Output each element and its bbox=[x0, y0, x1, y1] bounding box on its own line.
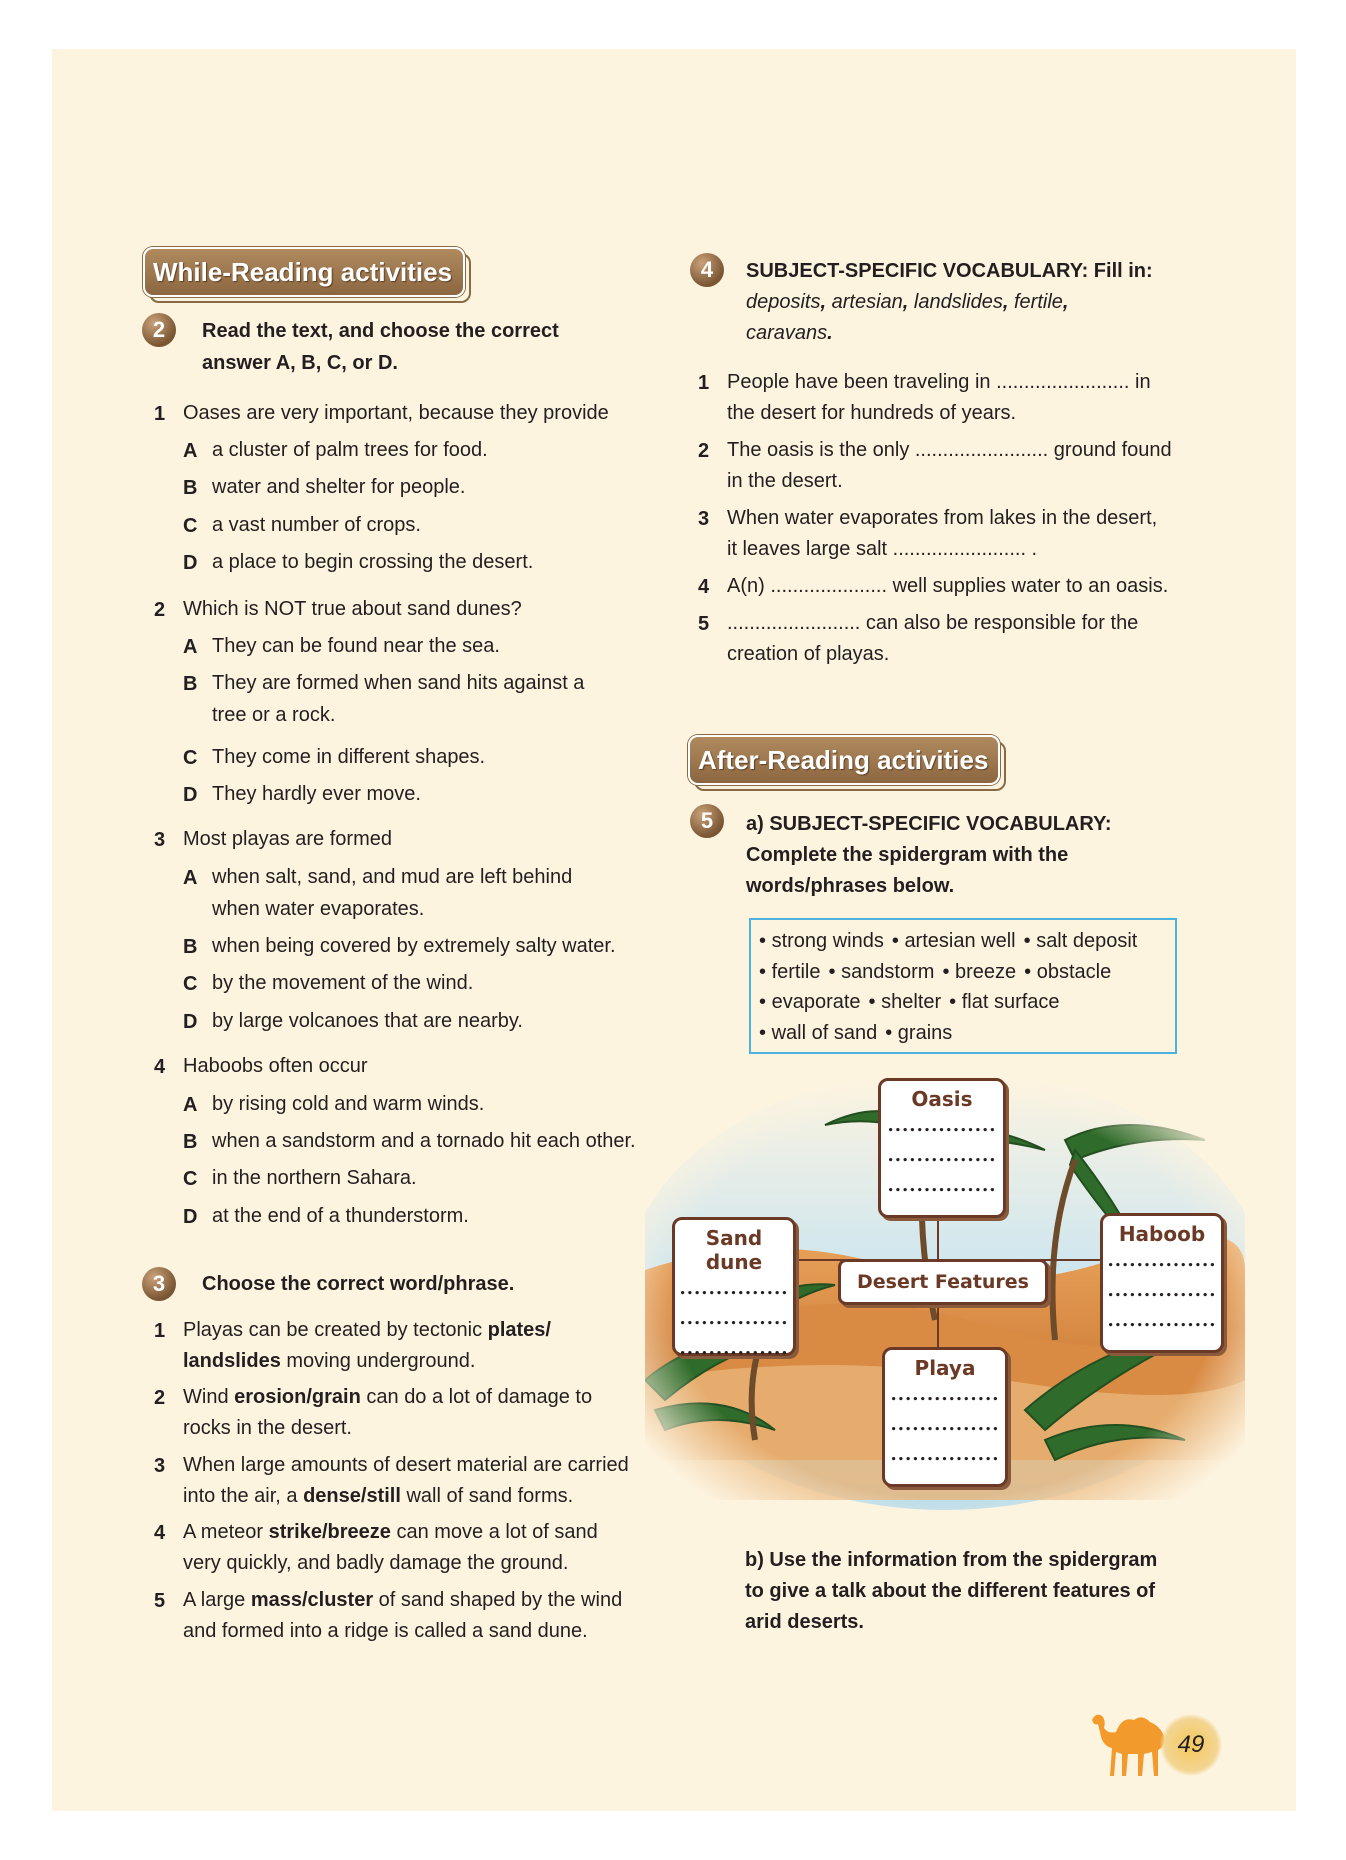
ex2-question-text: Haboobs often occur bbox=[183, 1055, 368, 1077]
answer-blank[interactable]: ............... bbox=[890, 1444, 1000, 1465]
answer-blank[interactable]: ............... bbox=[1107, 1280, 1217, 1301]
playa-label: Playa bbox=[914, 1356, 976, 1380]
exercise-5a-instruction: a) SUBJECT-SPECIFIC VOCABULARY: Complete the spidergram with the words/phrases below. bbox=[746, 813, 1112, 897]
ex4-item-3: When water evaporates from lakes in the desert, it leaves large salt ........................ . bbox=[727, 507, 1158, 560]
bullet-icon: • bbox=[942, 960, 950, 983]
word-text: flat surface bbox=[961, 991, 1060, 1013]
bullet-icon: • bbox=[885, 1021, 893, 1044]
haboob-label: Haboob bbox=[1118, 1222, 1206, 1246]
ex2-question-text: Which is NOT true about sand dunes? bbox=[183, 598, 522, 620]
exercise-2-badge: 2 bbox=[142, 313, 176, 347]
ex2-option-text[interactable]: when salt, sand, and mud are left behind bbox=[212, 866, 573, 888]
ex2-option-text[interactable]: when being covered by extremely salty water. bbox=[212, 935, 616, 957]
ex2-option-text[interactable]: They come in different shapes. bbox=[212, 746, 486, 768]
word-text: sandstorm bbox=[841, 960, 935, 983]
ex2-option-text[interactable]: at the end of a thunderstorm. bbox=[212, 1205, 469, 1227]
spidergram-playa-card bbox=[882, 1347, 1008, 1487]
exercise-3-badge: 3 bbox=[142, 1267, 176, 1301]
word-text: grains bbox=[897, 1021, 953, 1044]
answer-blank[interactable]: ............... bbox=[1107, 1310, 1217, 1331]
spidergram-haboob-card bbox=[1100, 1213, 1224, 1353]
answer-blank[interactable]: ............... bbox=[890, 1384, 1000, 1405]
answer-blank[interactable]: ............... bbox=[887, 1145, 997, 1166]
spidergram-oasis-card bbox=[878, 1078, 1006, 1218]
ex3-item-5: A large mass/cluster of sand shaped by the wind and formed into a ridge is called a sand dune. bbox=[183, 1589, 623, 1642]
bullet-icon: • bbox=[759, 991, 767, 1013]
ex2-option-text[interactable]: in the northern Sahara. bbox=[212, 1167, 417, 1189]
ex2-option-letter: B bbox=[183, 1131, 198, 1153]
ex4-item-number: 2 bbox=[698, 440, 710, 462]
ex2-option-text[interactable]: They hardly ever move. bbox=[212, 783, 421, 805]
ex2-option-text[interactable]: by large volcanoes that are nearby. bbox=[212, 1010, 523, 1032]
spidergram-sand-dune-card bbox=[672, 1217, 796, 1359]
ex2-option-letter: D bbox=[183, 1011, 198, 1033]
ex2-option-letter: D bbox=[183, 1206, 198, 1228]
bullet-icon: • bbox=[891, 930, 899, 952]
ex2-question-number: 3 bbox=[154, 829, 166, 851]
ex2-option-text[interactable]: a vast number of crops. bbox=[212, 514, 421, 536]
ex2-option-text[interactable]: when water evaporates. bbox=[212, 898, 425, 920]
ex2-option-letter: C bbox=[183, 515, 198, 537]
oasis-label: Oasis bbox=[911, 1087, 973, 1111]
exercise-5b-instruction: b) Use the information from the spidergram to give a talk about the different features of arid deserts. bbox=[745, 1549, 1158, 1633]
ex4-item-1: People have been traveling in ........................ in the desert for hundreds of years. bbox=[727, 371, 1151, 424]
ex2-option-text[interactable]: tree or a rock. bbox=[212, 704, 336, 726]
ex2-option-letter: D bbox=[183, 552, 198, 574]
ex3-item-4: A meteor strike/breeze can move a lot of sand very quickly, and badly damage the ground. bbox=[183, 1521, 598, 1574]
bullet-icon: • bbox=[868, 991, 876, 1013]
ex2-option-text[interactable]: water and shelter for people. bbox=[212, 476, 466, 498]
ex4-item-4: A(n) ..................... well supplies water to an oasis. bbox=[727, 575, 1169, 597]
answer-blank[interactable]: ............... bbox=[679, 1278, 789, 1299]
word-text: evaporate bbox=[771, 991, 861, 1013]
page-number: 49 bbox=[1160, 1714, 1222, 1776]
bullet-icon: • bbox=[1023, 930, 1031, 952]
ex2-question-number: 4 bbox=[154, 1056, 166, 1078]
ex3-item-number: 3 bbox=[154, 1455, 166, 1477]
answer-blank[interactable]: ............... bbox=[679, 1338, 789, 1359]
exercise-3-instruction: Choose the correct word/phrase. bbox=[202, 1273, 515, 1295]
ex2-question-number: 1 bbox=[154, 403, 166, 425]
word-text: wall of sand bbox=[771, 1021, 878, 1044]
ex2-option-text[interactable]: by rising cold and warm winds. bbox=[212, 1093, 485, 1115]
word-text: shelter bbox=[881, 991, 942, 1013]
ex2-option-letter: C bbox=[183, 973, 198, 995]
ex4-item-number: 3 bbox=[698, 508, 710, 530]
ex2-option-text[interactable]: They are formed when sand hits against a bbox=[212, 672, 585, 694]
ex2-option-letter: B bbox=[183, 936, 198, 958]
exercise-5-badge: 5 bbox=[690, 804, 724, 838]
spidergram-center: Desert Features bbox=[838, 1259, 1048, 1305]
ex2-option-letter: A bbox=[183, 1094, 198, 1116]
ex4-item-5: ........................ can also be responsible for the creation of playas. bbox=[727, 612, 1139, 665]
ex4-item-number: 5 bbox=[698, 613, 710, 635]
word-text: obstacle bbox=[1036, 960, 1112, 983]
ex3-item-number: 1 bbox=[154, 1320, 166, 1342]
ex2-question-number: 2 bbox=[154, 599, 166, 621]
ex2-option-letter: A bbox=[183, 636, 198, 658]
sand-dune-label: Sand dune bbox=[705, 1226, 763, 1274]
bullet-icon: • bbox=[759, 930, 767, 952]
ex2-question-text: Oases are very important, because they provide bbox=[183, 402, 609, 424]
bullet-icon: • bbox=[759, 1021, 767, 1044]
ex2-option-letter: A bbox=[183, 867, 198, 889]
ex2-option-text[interactable]: They can be found near the sea. bbox=[212, 635, 500, 657]
exercise-4-badge: 4 bbox=[690, 253, 724, 287]
bullet-icon: • bbox=[949, 991, 957, 1013]
ex4-item-2: The oasis is the only ........................ ground found in the desert. bbox=[727, 439, 1172, 492]
ex2-option-text[interactable]: a place to begin crossing the desert. bbox=[212, 551, 534, 573]
exercise-2-instruction: Read the text, and choose the correct answer A, B, C, or D. bbox=[202, 320, 559, 374]
ex2-option-letter: D bbox=[183, 784, 198, 806]
ex3-item-number: 5 bbox=[154, 1590, 166, 1612]
word-text: breeze bbox=[955, 960, 1017, 983]
word-text: artesian well bbox=[904, 930, 1016, 952]
ex2-option-letter: C bbox=[183, 747, 198, 769]
bullet-icon: • bbox=[759, 960, 767, 983]
bullet-icon: • bbox=[1024, 960, 1032, 983]
ex3-item-number: 4 bbox=[154, 1522, 166, 1544]
answer-blank[interactable]: ............... bbox=[887, 1175, 997, 1196]
word-text: strong winds bbox=[771, 930, 884, 952]
ex4-item-number: 1 bbox=[698, 372, 710, 394]
ex2-option-letter: B bbox=[183, 477, 198, 499]
ex2-option-text[interactable]: by the movement of the wind. bbox=[212, 972, 474, 994]
ex3-item-3: When large amounts of desert material are carried into the air, a dense/still wall of sand forms. bbox=[183, 1454, 629, 1507]
answer-blank[interactable]: ............... bbox=[890, 1414, 1000, 1435]
ex3-item-2: Wind erosion/grain can do a lot of damage to rocks in the desert. bbox=[183, 1386, 593, 1439]
ex3-item-1: Playas can be created by tectonic plates/ landslides moving underground. bbox=[183, 1319, 551, 1372]
ex2-question-text: Most playas are formed bbox=[183, 828, 392, 850]
ex2-option-letter: C bbox=[183, 1168, 198, 1190]
word-text: salt deposit bbox=[1036, 930, 1138, 952]
answer-blank[interactable]: ............... bbox=[1107, 1250, 1217, 1271]
exercise-4-instruction: SUBJECT-SPECIFIC VOCABULARY: Fill in: deposits, artesian, landslides, fertile, caravans. bbox=[746, 260, 1153, 344]
after-reading-title: After-Reading activities bbox=[698, 745, 989, 775]
ex2-option-letter: B bbox=[183, 673, 198, 695]
ex2-option-text[interactable]: a cluster of palm trees for food. bbox=[212, 439, 488, 461]
answer-blank[interactable]: ............... bbox=[679, 1308, 789, 1329]
ex2-option-text[interactable]: when a sandstorm and a tornado hit each other. bbox=[212, 1130, 636, 1152]
ex4-item-number: 4 bbox=[698, 576, 710, 598]
word-text: fertile bbox=[771, 960, 821, 983]
ex2-option-letter: A bbox=[183, 440, 198, 462]
bullet-icon: • bbox=[828, 960, 836, 983]
ex3-item-number: 2 bbox=[154, 1387, 166, 1409]
answer-blank[interactable]: ............... bbox=[887, 1115, 997, 1136]
while-reading-title: While-Reading activities bbox=[153, 257, 453, 287]
